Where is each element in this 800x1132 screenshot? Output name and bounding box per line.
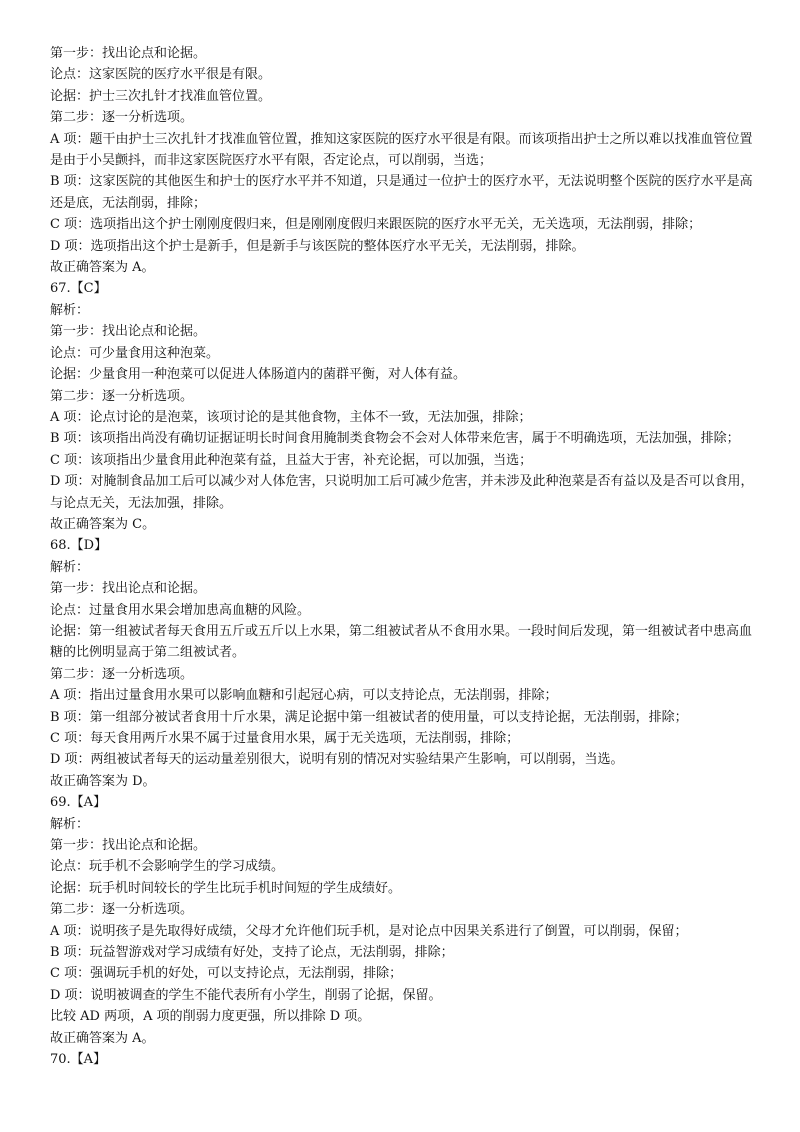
option-paragraph: A 项：论点讨论的是泡菜，该项讨论的是其他食物，主体不一致，无法加强，排除； — [50, 409, 532, 425]
question-heading: 67.【C】 — [50, 281, 107, 297]
answer-line: 故正确答案为 D。 — [50, 773, 156, 789]
answer-line: 故正确答案为 A。 — [50, 260, 155, 276]
option-paragraph: A 项：说明孩子是先取得好成绩，父母才允许他们玩手机，是对论点中因果关系进行了倒置，可以削弱，保留； — [50, 923, 688, 939]
option-paragraph: C 项：该项指出少量食用此种泡菜有益，且益大于害，补充论据，可以加强，当选； — [50, 452, 533, 468]
option-paragraph: B 项：这家医院的其他医生和护士的医疗水平并不知道，只是通过一位护士的医疗水平，无法说明整个医院的医疗水平是高还是底，无法削弱，排除； — [50, 174, 753, 211]
option-paragraph: B 项：玩益智游戏对学习成绩有好处，支持了论点，无法削弱，排除； — [50, 945, 454, 961]
question-heading: 68.【D】 — [50, 538, 108, 554]
text-line: 论点：玩手机不会影响学生的学习成绩。 — [50, 859, 285, 875]
option-paragraph: D 项：两组被试者每天的运动量差别很大，说明有别的情况对实验结果产生影响，可以削弱，当选。 — [50, 752, 624, 768]
text-line: 论据：玩手机时间较长的学生比玩手机时间短的学生成绩好。 — [50, 880, 402, 896]
text-line: 第二步：逐一分析选项。 — [50, 902, 194, 918]
option-paragraph: B 项：第一组部分被试者食用十斤水果，满足论据中第一组被试者的使用量，可以支持论据，无法削弱，排除； — [50, 709, 688, 725]
text-line: 论据：少量食用一种泡菜可以促进人体肠道内的菌群平衡，对人体有益。 — [50, 367, 467, 383]
answer-line: 故正确答案为 C。 — [50, 516, 156, 532]
text-line: 解析： — [50, 816, 90, 832]
text-line: 论点：这家医院的医疗水平很是有限。 — [50, 67, 272, 83]
document-body — [50, 43, 755, 1071]
question-heading: 70.【A】 — [50, 1052, 107, 1068]
text-line: 论据：第一组被试者每天食用五斤或五斤以上水果，第二组被试者从不食用水果。一段时间后发现，第一组被试者中患高血糖的比例明显高于第二组被试者。 — [50, 623, 753, 661]
question-heading: 69.【A】 — [50, 795, 107, 811]
text-line: 第一步：找出论点和论据。 — [50, 46, 207, 61]
text-line: 第一步：找出论点和论据。 — [50, 581, 207, 597]
option-paragraph: C 项：选项指出这个护士刚刚度假归来，但是刚刚度假归来跟医院的医疗水平无关，无关选项，无法削弱，排除； — [50, 217, 702, 233]
text-line: 第二步：逐一分析选项。 — [50, 110, 194, 126]
text-line: 论据：护士三次扎针才找准血管位置。 — [50, 88, 272, 104]
option-paragraph: A 项：指出过量食用水果可以影响血糖和引起冠心病，可以支持论点，无法削弱，排除； — [50, 688, 558, 704]
option-paragraph: B 项：该项指出尚没有确切证据证明长时间食用腌制类食物会不会对人体带来危害，属于不明确选项，无法加强，排除； — [50, 431, 740, 447]
option-paragraph: D 项：对腌制食品加工后可以减少对人体危害，只说明加工后可减少危害，并未涉及此种泡菜是否有益以及是否可以食用，与论点无关，无法加强，排除。 — [50, 474, 754, 511]
text-line: 第二步：逐一分析选项。 — [50, 666, 194, 682]
option-paragraph: D 项：说明被调查的学生不能代表所有小学生，削弱了论据，保留。 — [50, 987, 442, 1003]
text-line: 论点：过量食用水果会增加患高血糖的风险。 — [50, 602, 311, 618]
option-paragraph: A 项：题干由护士三次扎针才找准血管位置，推知这家医院的医疗水平很是有限。而该项指出护士之所以难以找准血管位置是由于小吴颤抖，而非这家医院医疗水平有限，否定论点，可以削弱，当选； — [50, 131, 753, 169]
text-line: 论点：可少量食用这种泡菜。 — [50, 345, 220, 361]
text-line: 第一步：找出论点和论据。 — [50, 324, 207, 340]
option-paragraph: C 项：每天食用两斤水果不属于过量食用水果，属于无关选项，无法削弱，排除； — [50, 731, 520, 746]
option-paragraph: C 项：强调玩手机的好处，可以支持论点，无法削弱，排除； — [50, 966, 403, 982]
option-paragraph: D 项：选项指出这个护士是新手，但是新手与该医院的整体医疗水平无关，无法削弱，排除。 — [50, 238, 585, 254]
text-line: 第一步：找出论点和论据。 — [50, 838, 207, 854]
answer-line: 故正确答案为 A。 — [50, 1030, 155, 1046]
text-line: 第二步：逐一分析选项。 — [50, 388, 194, 404]
text-line: 解析： — [50, 302, 90, 318]
text-line: 比较 AD 两项，A 项的削弱力度更强，所以排除 D 项。 — [50, 1009, 371, 1025]
text-line: 解析： — [50, 559, 90, 575]
